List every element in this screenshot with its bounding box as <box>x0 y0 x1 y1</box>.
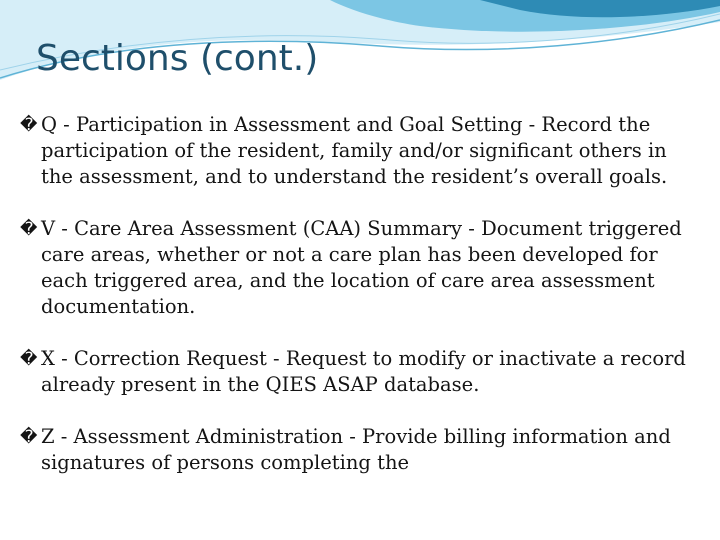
bullet-glyph-icon: � <box>20 219 38 239</box>
bullet-item-q <box>20 112 700 190</box>
bullet-glyph-icon: � <box>20 427 38 447</box>
bullet-glyph-icon: � <box>20 349 38 369</box>
bullet-item-x <box>20 346 700 398</box>
bullet-text: Z - Assessment Administration - Provide billing information and signatures of persons completing the <box>41 425 671 474</box>
bullet-item-v <box>20 216 700 320</box>
bullet-text: X - Correction Request - Request to modify or inactivate a record already present in the QIES ASAP database. <box>41 347 686 396</box>
bullet-text: V - Care Area Assessment (CAA) Summary - Document triggered care areas, whether or not a care plan has been developed for each triggered area, and the location of care area assessment documentation. <box>41 217 682 318</box>
slide-title: Sections (cont.) <box>36 38 319 79</box>
bullet-text: Q - Participation in Assessment and Goal Setting - Record the participation of the resident, family and/or significant others in the assessment, and to understand the resident’s overall goals. <box>41 113 668 188</box>
bullet-list <box>20 112 700 502</box>
bullet-item-z <box>20 424 700 476</box>
bullet-glyph-icon: � <box>20 115 38 135</box>
